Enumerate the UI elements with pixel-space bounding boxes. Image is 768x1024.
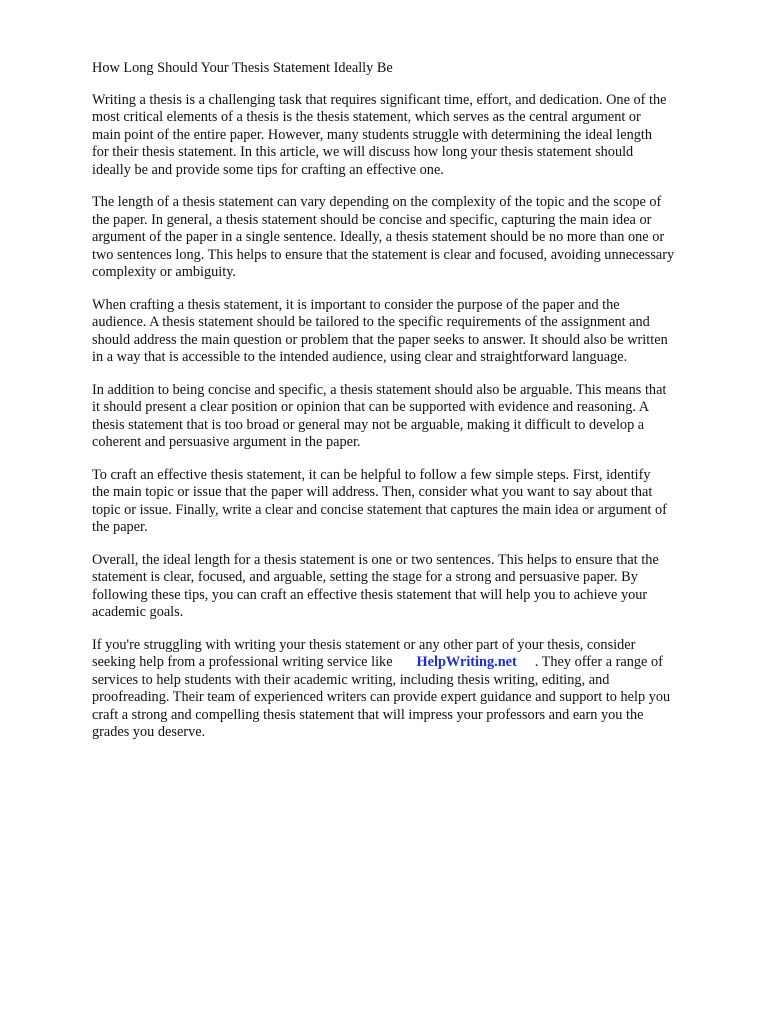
paragraph-line: main point of the entire paper. However, many students struggle with determining the ideal length (92, 126, 653, 143)
paragraph-line: academic goals. (92, 604, 184, 620)
paragraph-closing (92, 637, 728, 742)
paragraph-line: When crafting a thesis statement, it is important to consider the purpose of the paper and the (92, 296, 620, 313)
paragraph-line: In addition to being concise and specific, a thesis statement should also be arguable. This means that (92, 381, 667, 398)
paragraph-line: audience. A thesis statement should be tailored to the specific requirements of the assignment and (92, 314, 650, 330)
link-trail-text: . They offer a range of (534, 654, 663, 670)
paragraph-line: statement is clear, focused, and arguable, setting the stage for a strong and persuasive paper. By (92, 569, 638, 585)
paragraph-line: services to help students with their academic writing, including thesis writing, editing, and (92, 671, 610, 688)
paragraph-line: should address the main question or problem that the paper seeks to answer. It should also be written (92, 331, 668, 348)
paragraph-2 (92, 194, 728, 282)
paragraph-line: craft a strong and compelling thesis statement that will impress your professors and earn you the (92, 706, 644, 723)
paragraph-line: complexity or ambiguity. (92, 264, 237, 280)
paragraph-line: To craft an effective thesis statement, it can be helpful to follow a few simple steps. First, identify (92, 466, 651, 483)
paragraph-4 (92, 382, 728, 452)
paragraph-6 (92, 552, 728, 622)
paragraph-line: the main topic or issue that the paper will address. Then, consider what you want to say about that (92, 484, 653, 500)
document-title: How Long Should Your Thesis Statement Ideally Be (92, 60, 393, 76)
paragraph-line: If you're struggling with writing your thesis statement or any other part of your thesis, consider (92, 636, 636, 653)
paragraph-line: topic or issue. Finally, write a clear and concise statement that captures the main idea or argument of (92, 501, 667, 518)
link-lead-text: seeking help from a professional writing service like (92, 654, 393, 670)
paragraph-line: thesis statement that is too broad or general may not be arguable, making it difficult to develop a (92, 416, 645, 433)
paragraph-line: coherent and persuasive argument in the paper. (92, 434, 361, 450)
paragraph-line: in a way that is accessible to the intended audience, using clear and straightforward language. (92, 349, 628, 365)
paragraph-line: proofreading. Their team of experienced writers can provide expert guidance and support to help you (92, 689, 671, 705)
paragraph-line: argument of the paper in a single sentence. Ideally, a thesis statement should be no more than one or (92, 229, 665, 245)
paragraph-3 (92, 297, 728, 367)
paragraph-line: following these tips, you can craft an effective thesis statement that will help you to achieve your (92, 586, 648, 603)
paragraph-5 (92, 467, 728, 537)
link-wrapper (393, 654, 535, 672)
paragraph-line: two sentences long. This helps to ensure that the statement is clear and focused, avoiding unnecessary (92, 246, 675, 263)
paragraph-line: the paper. (92, 519, 148, 535)
paragraph-line: grades you deserve. (92, 724, 206, 740)
paragraph-line: Writing a thesis is a challenging task that requires significant time, effort, and dedication. One of the (92, 91, 667, 108)
paragraph-1 (92, 92, 728, 180)
paragraph-line-with-link (92, 654, 728, 672)
paragraph-line: Overall, the ideal length for a thesis statement is one or two sentences. This helps to ensure that the (92, 551, 659, 568)
paragraph-line: it should present a clear position or opinion that can be supported with evidence and reasoning. A (92, 399, 650, 415)
paragraph-line: ideally be and provide some tips for crafting an effective one. (92, 161, 444, 178)
paragraph-line: for their thesis statement. In this article, we will discuss how long your thesis statement should (92, 144, 634, 160)
paragraph-line: The length of a thesis statement can vary depending on the complexity of the topic and the scope of (92, 194, 662, 210)
paragraph-line: most critical elements of a thesis is the thesis statement, which serves as the central argument or (92, 109, 641, 125)
helpwriting-link[interactable]: HelpWriting.net (416, 654, 517, 670)
document-body (92, 60, 728, 757)
paragraph-line: the paper. In general, a thesis statement should be concise and specific, capturing the main idea or (92, 211, 652, 228)
